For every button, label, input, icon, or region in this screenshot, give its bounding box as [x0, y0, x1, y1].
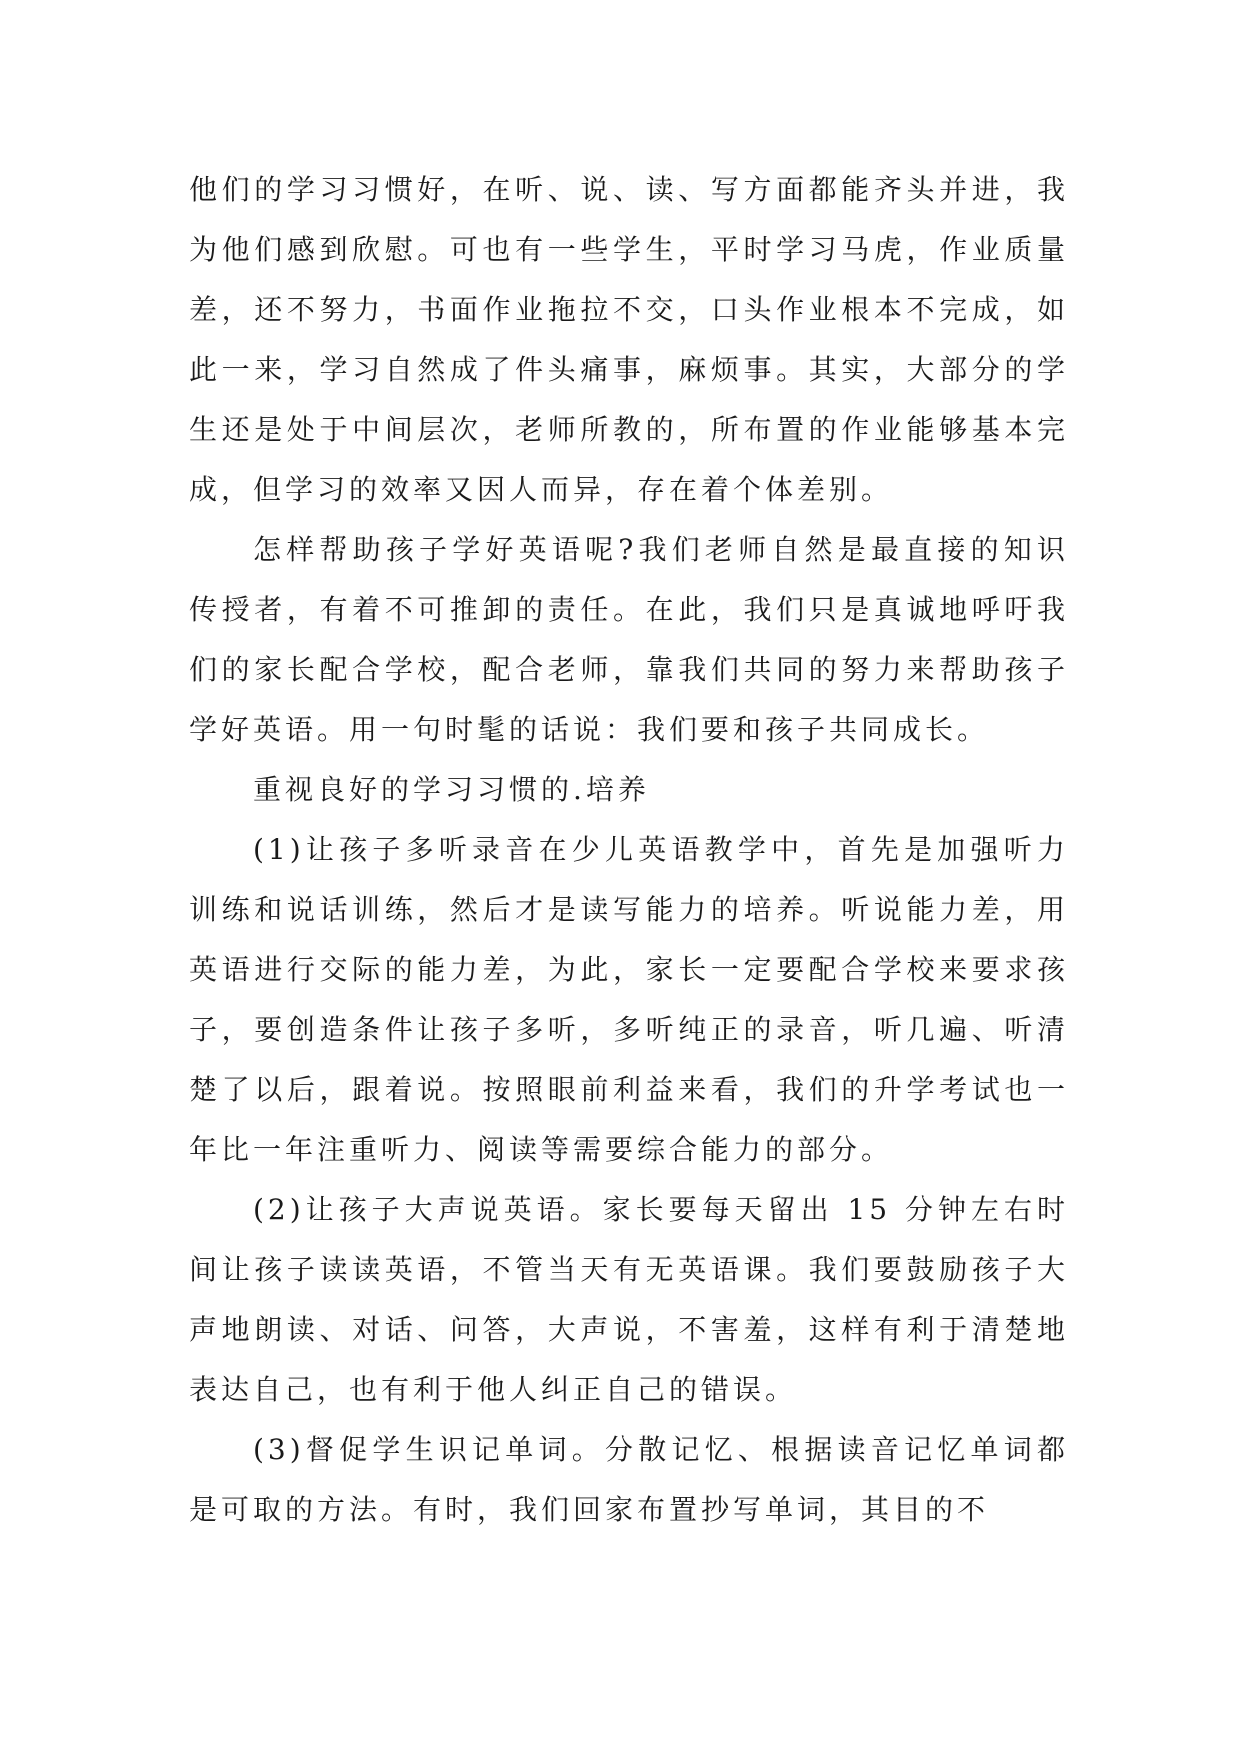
paragraph-point-3: (3)督促学生识记单词。分散记忆、根据读音记忆单词都是可取的方法。有时，我们回家布置抄写单词，其目的不 — [189, 1433, 1069, 1526]
paragraph-point-1: (1)让孩子多听录音在少儿英语教学中，首先是加强听力训练和说话训练，然后才是读写能力的培养。听说能力差，用英语进行交际的能力差，为此，家长一定要配合学校来要求孩子，要创造条件让孩子多听，多听纯正的录音，听几遍、听清楚了以后，跟着说。按照眼前利益来看，我们的升学考试也一年比一年注重听力、阅读等需要综合能力的部分。 — [189, 833, 1069, 1166]
document-body — [189, 160, 1069, 1540]
paragraph-point-2: (2)让孩子大声说英语。家长要每天留出 15 分钟左右时间让孩子读读英语，不管当天有无英语课。我们要鼓励孩子大声地朗读、对话、问答，大声说，不害羞，这样有利于清楚地表达自己，也有利于他人纠正自己的错误。 — [189, 1193, 1069, 1406]
section-heading: 重视良好的学习习惯的.培养 — [253, 773, 650, 806]
paragraph-how-to-help: 怎样帮助孩子学好英语呢?我们老师自然是最直接的知识传授者，有着不可推卸的责任。在此，我们只是真诚地呼吁我们的家长配合学校，配合老师，靠我们共同的努力来帮助孩子学好英语。用一句时髦的话说：我们要和孩子共同成长。 — [189, 533, 1069, 746]
paragraph-continuation: 他们的学习习惯好，在听、说、读、写方面都能齐头并进，我为他们感到欣慰。可也有一些学生，平时学习马虎，作业质量差，还不努力，书面作业拖拉不交，口头作业根本不完成，如此一来，学习自然成了件头痛事，麻烦事。其实，大部分的学生还是处于中间层次，老师所教的，所布置的作业能够基本完成，但学习的效率又因人而异，存在着个体差别。 — [189, 173, 1069, 506]
